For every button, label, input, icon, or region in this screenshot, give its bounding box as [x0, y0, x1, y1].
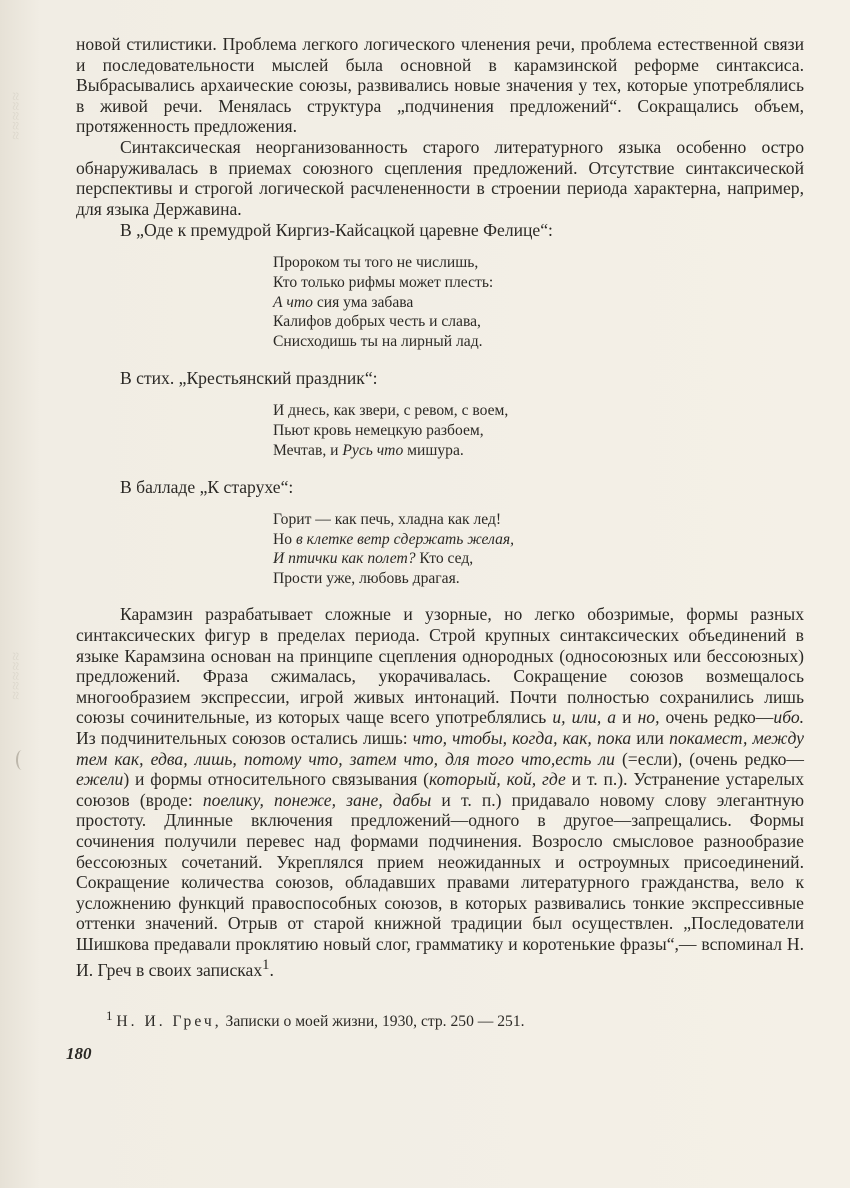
paragraph-derzhavin: Синтаксическая неорганизованность старого литературного языка особенно остро обнаруживалась в приемах союзного сцепления предложений. Отсутствие синтаксической перспективы и строгой логической расчлененности в строении периода характерна, например, для языка Державина. [76, 136, 804, 219]
footnote: $^1$ Н. И. Греч, Записки о моей жизни, 1930, стр. 250 — 251. [106, 1008, 525, 1031]
poem-intro-starukhe: В балладе „К старухе“: [120, 477, 294, 498]
verse-line: Пророком ты того не числишь, [273, 254, 479, 272]
footnote-author: Н. И. Греч, [116, 1013, 222, 1031]
verse-line: Калифов добрых честь и слава, [273, 313, 481, 331]
verse-line: Мечтав, и Русь что мишура. [273, 441, 464, 459]
page-number: 180 [66, 1044, 92, 1064]
page-fold-mark [16, 750, 28, 770]
library-stamp-watermark: ≈≈≈≈≈ [8, 651, 25, 700]
verse-line: Но в клетке ветр сдержать желая, [273, 530, 515, 548]
poem-starukhe [273, 510, 804, 588]
verse-line: И днесь, как звери, с ревом, с воем, [273, 402, 509, 420]
poem-intro-prazdnik: В стих. „Крестьянский праздник“: [120, 368, 378, 389]
poem-felitsa [273, 253, 804, 351]
paragraph-reform: новой стилистики. Проблема легкого логического членения речи, проблема естественной связи и последовательности мыслей была основной в карамзинской реформе синтаксиса. Выбрасывались архаические союзы, развивались новые значения у тех, которые употреблялись в живой речи. Менялась структура „подчинения предложений“. Сокращались объем, протяженность предложения. [76, 34, 804, 137]
poem-intro-felitsa: В „Оде к премудрой Киргиз-Кайсацкой царевне Фелице“: [120, 220, 553, 241]
library-stamp-watermark: ≈≈≈≈≈ [8, 91, 25, 140]
verse-line: И птички как полет? Кто сед, [273, 550, 474, 568]
verse-line: Кто только рифмы может плесть: [273, 273, 494, 291]
verse-line: А что сия ума забава [273, 293, 414, 311]
verse-line: Прости уже, любовь драгая. [273, 569, 460, 587]
footnote-ref[interactable]: 1 [262, 956, 270, 973]
paragraph-karamzin: Карамзин разрабатывает сложные и узорные, но легко обозримые, формы разных синтаксических фигур в пределах периода. Строй крупных синтаксических объединений в языке Карамзина основан на принципе сцепления однородных (односоюзных или бессоюзных) предложений. Фраза сжималась, укорачивалась. Сокращение союзов возмещалось многообразием экспрессии, игрой живых интонаций. Почти полностью сохранились лишь союзы сочинительные, из которых чаще всего употреблялись и, или, а и но, очень редко—ибо. Из подчинительных союзов остались лишь: что, чтобы, когда, как, пока или покамест, между тем как, едва, лишь, потому что, затем что, для того что,есть ли (=если), (очень редко—ежели) и формы относительного связывания (который, кой, где и т. п.). Устранение устарелых союзов (вроде: поелику, понеже, зане, дабы и т. п.) придавало новому слову элегантную простоту. Длинные включения предложений—одного в другое—запрещались. Формы сочинения получили перевес над формами подчинения. Возросло смысловое разнообразие бессоюзных сочетаний. Укреплялся прием неожиданных и остроумных присоединений. Сокращение количества союзов, обладавших правами литературного гражданства, вело к усложнению функций правоспособных союзов, в которых развивались тонкие экспрессивные оттенки значений. Отрыв от старой книжной традиции был осуществлен. „Последователи Шишкова предавали проклятию новый слог, грамматику и коротенькие фразы“,— вспоминал Н. И. Греч в своих записках$^1$. [76, 604, 805, 980]
verse-line: Пьют кровь немецкую разбоем, [273, 421, 484, 439]
verse-line: Снисходишь ты на лирный лад. [273, 332, 483, 350]
poem-prazdnik [273, 401, 804, 460]
verse-line: Горит — как печь, хладна как лед! [273, 511, 502, 529]
